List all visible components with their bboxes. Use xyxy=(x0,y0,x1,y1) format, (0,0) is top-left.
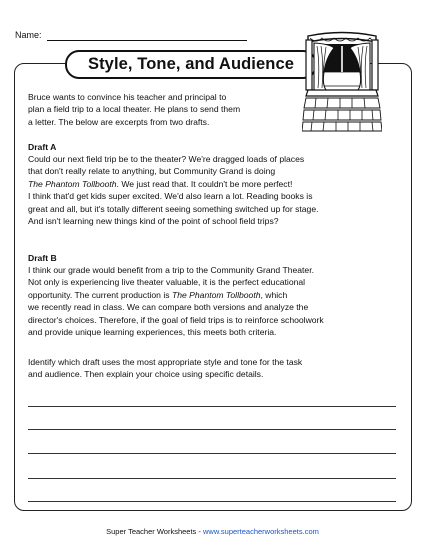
answer-line[interactable] xyxy=(28,501,396,502)
name-label: Name: xyxy=(15,30,42,40)
draft-b-line xyxy=(28,289,398,301)
task-instructions xyxy=(28,356,398,381)
draft-a-line: that don't really relate to anything, but Community Grand is doing xyxy=(28,166,276,177)
book-title: The Phantom Tollbooth xyxy=(28,178,117,189)
answer-line[interactable] xyxy=(28,453,396,454)
draft-a-line-rest: . We just read that. It couldn't be more perfect! xyxy=(116,178,293,189)
draft-b-line: we recently read in class. We can compare both versions and analyze the xyxy=(28,302,309,313)
draft-b-heading: Draft B xyxy=(28,253,57,263)
draft-a-line xyxy=(28,178,398,190)
page-title: Style, Tone, and Audience xyxy=(87,55,295,73)
intro-paragraph xyxy=(28,91,300,128)
draft-a-line: Could our next field trip be to the theater? We're dragged loads of places xyxy=(28,154,305,164)
answer-line[interactable] xyxy=(28,406,396,407)
name-field-line[interactable] xyxy=(47,40,247,41)
title-banner xyxy=(65,50,317,79)
intro-line: Bruce wants to convince his teacher and principal to xyxy=(28,92,227,102)
draft-b-line-start: opportunity. The current production is xyxy=(28,289,172,300)
draft-a-heading: Draft A xyxy=(28,142,57,152)
intro-line: plan a field trip to a local theater. He plans to send them xyxy=(28,104,241,115)
intro-line: a letter. The below are excerpts from two drafts. xyxy=(28,116,210,127)
draft-b-line: and provide unique learning experiences, this meets both criteria. xyxy=(28,327,277,338)
footer-separator: - xyxy=(196,527,203,536)
draft-b-text xyxy=(28,264,398,338)
draft-a-line: great and all, but it's totally different seeing something switched up for stage. xyxy=(28,203,319,214)
draft-a-line: I think that'd get kids super excited. We'd also learn a lot. Reading books is xyxy=(28,191,313,202)
draft-b-line-end: , which xyxy=(260,289,288,300)
task-line: Identify which draft uses the most appropriate style and tone for the task xyxy=(28,357,303,367)
footer-url-link[interactable]: www.superteacherworksheets.com xyxy=(202,527,319,536)
book-title: The Phantom Tollbooth xyxy=(171,289,261,300)
answer-line[interactable] xyxy=(28,429,396,430)
draft-a-text xyxy=(28,153,398,227)
answer-line[interactable] xyxy=(28,478,396,479)
task-line: and audience. Then explain your choice using specific details. xyxy=(28,369,264,380)
draft-b-line: Not only is experiencing live theater valuable, it is the perfect educational xyxy=(28,277,306,288)
footer-site-name: Super Teacher Worksheets xyxy=(106,527,197,536)
draft-b-line: I think our grade would benefit from a trip to the Community Grand Theater. xyxy=(28,265,314,275)
footer xyxy=(0,527,425,536)
draft-a-line: And isn't learning new things kind of the point of school field trips? xyxy=(28,216,279,227)
theater-stage-icon xyxy=(302,28,382,132)
draft-b-line: director's choices. Therefore, if the goal of field trips is to reinforce schoolwork xyxy=(28,314,324,325)
